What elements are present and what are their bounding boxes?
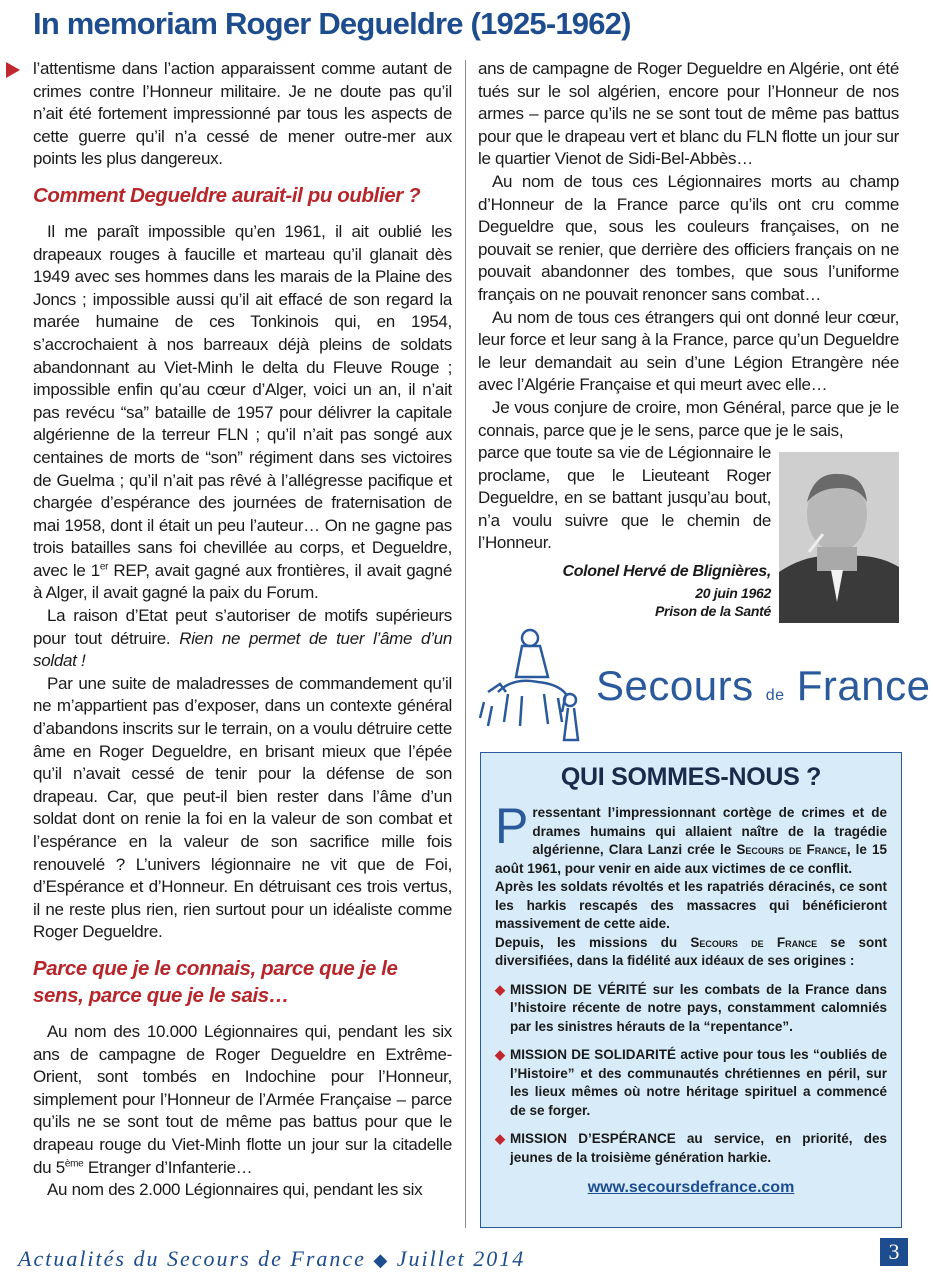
mission-item: ◆ MISSION D’ESPÉRANCE au service, en priorité, des jeunes de la troisième génération harkie. (495, 1131, 887, 1165)
signature-name: Colonel Hervé de Blignières, (562, 563, 771, 581)
article-paragraph: Au nom des 10.000 Légionnaires qui, pendant les six ans de campagne de Roger Degueldre en Extrême-Orient, sont tombés en Indochine pour l’Honneur, simplement pour l’Honneur de l’Armée Française – parce qu’ils ne se sont tout de même pas battus pour que le drapeau rouge du Viet-Minh flotte un jour sur la citadelle du 5ème Etranger d’Infanterie… (33, 1021, 452, 1177)
mission-item: ◆ MISSION DE SOLIDARITÉ active pour tous les “oubliés de l’Histoire” et des communautés chrétiennes en péril, sur les lieux mêmes où notre héritage spirituel a commencé de se forger. (495, 1047, 887, 1118)
section-heading: Parce que je le connais, parce que je le sens, parce que je le sais… (33, 956, 398, 1007)
section-heading: Comment Degueldre aurait-il pu oublier ? (33, 183, 421, 207)
portrait-photo (779, 452, 899, 623)
signature-date: 20 juin 1962 (695, 584, 771, 601)
saint-martin-emblem-icon (478, 622, 588, 742)
right-column (478, 58, 899, 627)
article-paragraph: La raison d’Etat peut s’autoriser de motifs supérieurs pour tout détruire. Rien ne permet de tuer l’âme d’un soldat ! (33, 606, 452, 671)
continuation-arrow-icon (6, 62, 20, 78)
mission-item: ◆ MISSION DE VÉRITÉ sur les combats de la France dans l’histoire récente de notre pays, constamment calomniés par les sinistres hérauts de la “repentance”. (495, 981, 887, 1034)
article-paragraph: ans de campagne de Roger Degueldre en Algérie, ont été tués sur le sol algérien, encore pour l’Honneur de nos armes – parce qu’ils ne se sont tout de même pas battus pour que le drapeau vert et blanc du FLN flotte un jour sur le quartier Vienot de Sidi-Bel-Abbès… (478, 59, 899, 169)
logo-wordmark: Secours de France (596, 662, 931, 709)
footer-diamond-icon: ◆ (373, 1250, 390, 1270)
article-paragraph: l’attentisme dans l’action apparaissent comme autant de crimes contre l’Honneur militaire. Je ne doute pas qu’il n’ait été fortement impressionné par tous les aspects de cette guerre qu’il n’a cessé de mener outre-mer aux points les plus dangereux. (33, 59, 452, 169)
website-link[interactable]: www.secoursdefrance.com (587, 1179, 795, 1196)
red-diamond-icon: ◆ (495, 981, 505, 997)
article-paragraph: Au nom de tous ces Légionnaires morts au champ d’Honneur de la France parce qu’ils ont cru comme Degueldre que, sous les couleurs françaises, on ne pouvait se renier, que derrière des officiers français on ne pouvait abandonner des tombes, que sous l’uniforme français on ne pouvait renoncer sans combat… (478, 171, 899, 304)
red-diamond-icon: ◆ (495, 1047, 505, 1062)
red-diamond-icon: ◆ (495, 1131, 505, 1146)
about-us-box (480, 752, 902, 1228)
box-heading: QUI SOMMES-NOUS ? (560, 763, 822, 791)
page-title: In memoriam Roger Degueldre (1925-1962) (33, 6, 631, 41)
article-paragraph: parce que toute sa vie de Légionnaire le proclame, que le Lieuteant Roger Degueldre, en se battant jusqu’au bout, n’a voulu suivre que le chemin de l’Honneur. (478, 443, 771, 553)
left-column (33, 58, 452, 1202)
article-paragraph: Par une suite de maladresses de commandement qu’il ne m’appartient pas d’exposer, dans un contexte général d’abandons inscrits sur le terrain, on a voulu détruire cette âme en Roger Degueldre, en brisant mieux que l’épée qu’il n’avait cessé de tenir pour la défense de son drapeau. Car, que peut-il bien rester dans l’âme d’un soldat dont on renie la foi en la valeur de son combat et l’espérance en la valeur de son sacrifice mille fois renouvelé ? L’univers légionnaire ne vit que de Foi, d’Espérance et d’Honneur. En détruisant ces trois vertus, il ne reste plus rien, rien surtout pour un idéaliste comme Roger Degueldre. (33, 673, 452, 942)
box-paragraph: Depuis, les missions du Secours de France se sont diversifiées, dans la fidélité aux idéaux de ses origines : (495, 934, 888, 968)
signature-place: Prison de la Santé (655, 602, 771, 619)
box-paragraph: Après les soldats révoltés et les rapatriés déracinés, ce sont les harkis rescapés des massacres qui bénéficieront massivement de cette aide. (495, 879, 887, 931)
article-paragraph: Il me paraît impossible qu’en 1961, il ait oublié les drapeaux rouges à faucille et marteau qu’il glanait dès 1949 avec ses hommes dans les marais de la Plaine des Joncs ; impossible aussi qu’il ait effacé de son regard la marée humaine de ces Tonkinois qui, en 1954, s’accrochaient à nos barreaux déjà pleins de soldats abandonnant au Viet-Minh le delta du Fleuve Rouge ; impossible enfin qu’au cœur d’Alger, voici un an, il n’ait pas revécu “sa” bataille de 1957 pour délivrer la capitale algérienne de la terreur FLN ; qu’il n’ait pas songé aux centaines de morts de “son” régiment dans ses victoires de Guelma ; qu’il n’ait pas rêvé à l’allégresse pacifique et chargée d’espérance des journées de fraternisation de mai 1958, dont il était un peu l’auteur… On ne gagne pas trois batailles sans foi chevillée au corps, et Degueldre, avec le 1er REP, avait gagné aux frontières, il avait gagné à Alger, il avait gagné la paix du Forum. (33, 221, 452, 603)
secours-de-france-logo (478, 622, 931, 742)
article-paragraph: Au nom de tous ces étrangers qui ont donné leur cœur, leur force et leur sang à la France, parce qu’un Degueldre le leur demandait au sein d’une Légion Etrangère née avec l’Algérie Française et qui meurt avec elle… (478, 307, 899, 395)
page-number: 3 (880, 1238, 908, 1266)
article-paragraph: Au nom des 2.000 Légionnaires qui, pendant les six (47, 1180, 423, 1200)
article-paragraph: Je vous conjure de croire, mon Général, parce que je le connais, parce que je le sens, parce que je le sais, (478, 397, 899, 440)
box-intro: Pressentant l’impressionnant cortège de crimes et de drames humains qui allaient naître de la tragédie algérienne, Clara Lanzi crée le Secours de France, le 15 août 1961, pour venir en aide aux victimes de ce conflit. (495, 798, 888, 876)
portrait-silhouette-icon (779, 452, 899, 623)
column-divider (465, 60, 466, 1228)
page-footer: Actualités du Secours de France ◆ Juillet 2014 (18, 1246, 526, 1271)
